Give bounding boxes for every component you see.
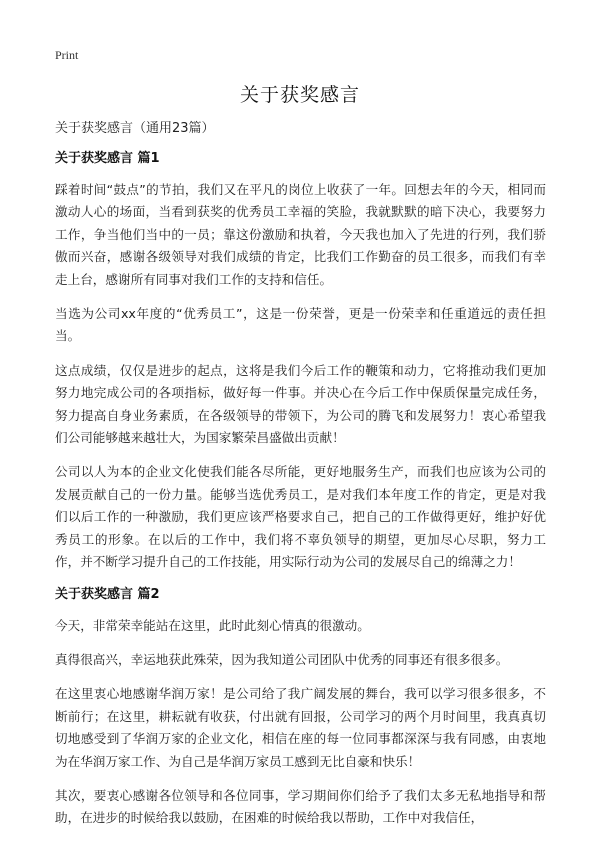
paragraph: 这点成绩，仅仅是进步的起点，这将是我们今后工作的鞭策和动力，它将推动我们更加努力地完成公司的各项指标，做好每一件事。并决心在今后工作中保质保量完成任务，努力提高自身业务素质，在各级领导的带领下，为公司的腾飞和发展努力！衷心希望我们公司能够越来越壮大，为国家繁荣昌盛做出贡献！ — [55, 362, 546, 446]
section-heading: 关于获奖感言 篇2 — [55, 586, 160, 602]
print-link[interactable]: Print — [55, 48, 79, 62]
paragraph: 今天，非常荣幸能站在这里，此时此刻心情真的很激动。 — [55, 617, 370, 633]
paragraph: 真得很高兴，幸运地获此殊荣，因为我知道公司团队中优秀的同事还有很多很多。 — [55, 651, 509, 667]
paragraph: 公司以人为本的企业文化使我们能各尽所能，更好地服务生产，而我们也应该为公司的发展贡献自己的一份力量。能够当选优秀员工，是对我们本年度工作的肯定，更是对我们以后工作的一种激励，我们更应该严格要求自己，把自己的工作做得更好，维护好优秀员工的形象。在以后的工作中，我们将不辜负领导的期望，更加尽心尽职，努力工作，并不断学习提升自己的工作技能，用实际行动为公司的发展尽自己的绵薄之力！ — [55, 464, 546, 570]
paragraph: 当选为公司xx年度的“优秀员工”，这是一份荣誉，更是一份荣幸和任重道远的责任担当。 — [55, 306, 546, 344]
document-body — [55, 120, 546, 842]
section-1 — [55, 150, 546, 574]
section-2 — [55, 586, 546, 830]
document-subtitle: 关于获奖感言（通用23篇） — [55, 121, 215, 136]
document-title: 关于获奖感言 — [239, 84, 360, 106]
paragraph: 在这里衷心地感谢华润万家！是公司给了我广阔发展的舞台，我可以学习很多很多，不断前行；在这里，耕耘就有收获，付出就有回报，公司学习的两个月时间里，我真真切切地感受到了华润万家的企业文化，相信在座的每一位同事都深深与我有同感，由衷地为在华润万家工作、为自己是华润万家员工感到无比自豪和快乐！ — [55, 686, 546, 769]
paragraph: 其次，要衷心感谢各位领导和各位同事，学习期间你们给予了我们太多无私地指导和帮助，在进步的时候给我以鼓励，在困难的时候给我以帮助，工作中对我信任， — [55, 787, 546, 826]
paragraph: 踩着时间“鼓点”的节拍，我们又在平凡的岗位上收获了一年。回想去年的今天，相同而激动人心的场面，当看到获奖的优秀员工幸福的笑脸，我就默默的暗下决心，我要努力工作，争当他们当中的一员；靠这份激励和执着，今天我也加入了先进的行列，我们骄傲而兴奋，感谢各级领导对我们成绩的肯定，比我们工作勤奋的员工很多，而我们有幸走上台，感谢所有同事对我们工作的支持和信任。 — [55, 182, 546, 287]
section-heading: 关于获奖感言 篇1 — [55, 151, 160, 166]
